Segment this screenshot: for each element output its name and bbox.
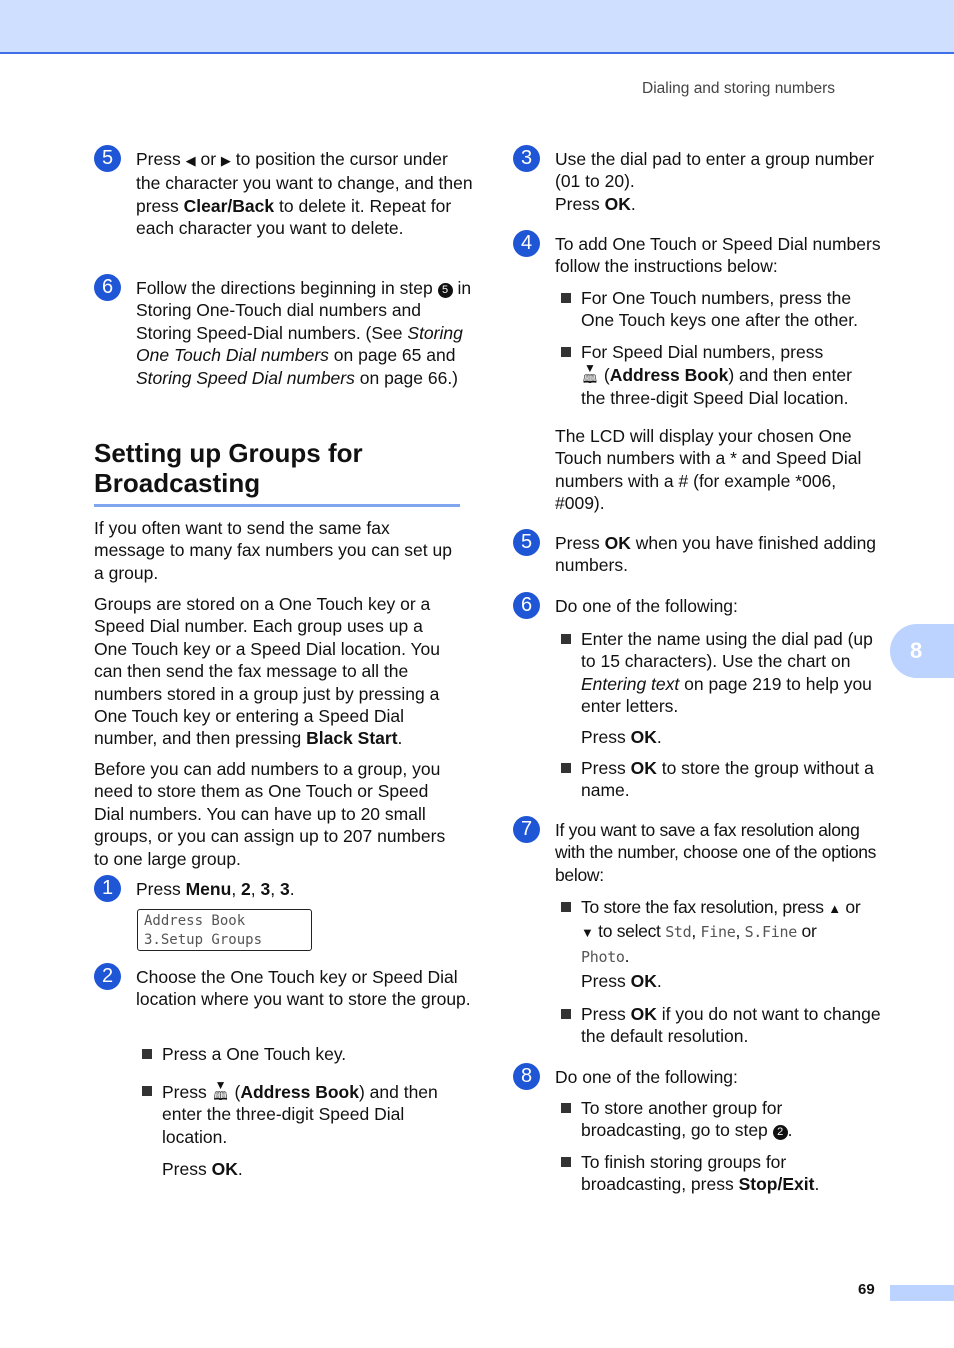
link-entering-text[interactable]: Entering text <box>581 673 680 694</box>
step-text: Follow the directions beginning in step 5 in Storing One-Touch dial numbers and Storing Speed-Dial numbers. (See Storing One Touch Dial numbers on page 65 and Storing Speed Dial numbers on page 66.) <box>136 278 472 388</box>
lcd-note: The LCD will display your chosen One Touch numbers with a * and Speed Dial numbers with a # (for example *006, #009). <box>555 426 862 514</box>
bullet-store-another: To store another group for broadcasting, go to step 2 . <box>581 1097 881 1142</box>
groups-paragraph: Groups are stored on a One Touch key or a Speed Dial number. Each group uses up a One Touch key or a Speed Dial location. You can then send the fax message to all the numbers stored in a group just by pressing a One Touch key or entering a Speed Dial number, and then pressing Black Start. <box>94 594 441 749</box>
step-number-badge: 4 <box>513 230 540 257</box>
step-ref-badge: 5 <box>438 283 453 298</box>
bullet-one-touch-numbers: For One Touch numbers, press the One Touch keys one after the other. <box>581 287 881 332</box>
running-header: Dialing and storing numbers <box>642 80 835 97</box>
bullet-enter-name: Enter the name using the dial pad (up to 15 characters). Use the chart on Entering text on page 219 to help you enter letters. <box>581 628 881 718</box>
step-number-badge: 5 <box>94 145 121 172</box>
down-arrow-icon: ▼ <box>581 925 594 941</box>
right-arrow-icon: ▶ <box>220 153 231 168</box>
press-ok-right-2: Press OK. <box>581 971 662 991</box>
step-5-left <box>101 147 476 240</box>
step-number-badge: 2 <box>94 963 121 990</box>
left-arrow-icon: ◀ <box>185 153 196 168</box>
bullet-finish-storing: To finish storing groups for broadcasting, press Stop/Exit. <box>581 1151 881 1196</box>
step-6-right: 6 Do one of the following: <box>555 595 895 617</box>
address-book-icon: ▼ 🕮 <box>213 1078 228 1103</box>
address-book-icon: ▼ 🕮 <box>582 361 598 387</box>
press-ok-right-1: Press OK. <box>581 727 662 747</box>
step-number-badge: 1 <box>94 875 121 902</box>
step-number-badge: 3 <box>513 145 540 172</box>
step-7-right: 7 If you want to save a fax resolution along with the number, choose one of the options below: <box>555 819 885 886</box>
bullet-fax-resolution: To store the fax resolution, press ▲ or ▼ to select Std, Fine, S.Fine or Photo. <box>581 896 886 968</box>
step-2-left: 2 Choose the One Touch key or Speed Dial location where you want to store the group. <box>136 966 476 1011</box>
press-ok-left: Press OK. <box>162 1159 243 1179</box>
step-text: Press ◀ or ▶ to position the cursor under the character you want to change, and then press Clear/Back to delete it. Repeat for each character you want to delete. <box>136 149 473 239</box>
bullet-one-touch-key: Press a One Touch key. <box>162 1043 482 1065</box>
lcd-display <box>137 909 312 951</box>
step-6-left <box>101 276 476 389</box>
link-storing-one-touch[interactable]: Storing One Touch Dial numbers <box>136 322 463 366</box>
lcd-line-2: 3.Setup Groups <box>144 932 263 948</box>
step-number-badge: 5 <box>513 529 540 556</box>
page-number-bar <box>890 1285 954 1301</box>
step-1-left: 1 Press Menu, 2, 3, 3. <box>136 878 476 900</box>
bullet-keep-default: Press OK if you do not want to change the default resolution. <box>581 1004 881 1047</box>
step-ref-badge: 2 <box>773 1125 788 1140</box>
before-paragraph: Before you can add numbers to a group, you need to store them as One Touch or Speed Dial numbers. You can have up to 20 small groups, or you can assign up to 207 numbers to one large group. <box>94 759 446 869</box>
step-5-right: 5 Press OK when you have finished adding numbers. <box>555 532 895 577</box>
bullet-address-book: Press ▼ 🕮 (Address Book) and then enter the three-digit Speed Dial location. <box>162 1080 462 1148</box>
top-color-band <box>0 0 954 54</box>
bullet-store-without-name: Press OK to store the group without a name. <box>581 757 881 802</box>
step-number-badge: 8 <box>513 1063 540 1090</box>
step-3-right: 3 Use the dial pad to enter a group number (01 to 20). Press OK. <box>555 148 895 215</box>
chapter-tab: 8 <box>890 624 954 678</box>
step-number-badge: 7 <box>513 816 540 843</box>
page-number: 69 <box>858 1281 875 1298</box>
intro-paragraph: If you often want to send the same fax message to many fax numbers you can set up a group. <box>94 518 452 583</box>
lcd-line-1: Address Book <box>144 913 246 929</box>
bullet-speed-dial-numbers: For Speed Dial numbers, press ▼ 🕮 (Address Book) and then enter the three-digit Speed Dial location. <box>581 341 881 409</box>
section-heading: Setting up Groups for Broadcasting <box>94 438 460 507</box>
step-number-badge: 6 <box>94 274 121 301</box>
up-arrow-icon: ▲ <box>828 901 841 916</box>
link-storing-speed-dial[interactable]: Storing Speed Dial numbers <box>136 367 355 388</box>
step-8-right: 8 Do one of the following: <box>555 1066 895 1088</box>
step-4-right: 4 To add One Touch or Speed Dial numbers follow the instructions below: <box>555 233 885 278</box>
step-number-badge: 6 <box>513 592 540 619</box>
